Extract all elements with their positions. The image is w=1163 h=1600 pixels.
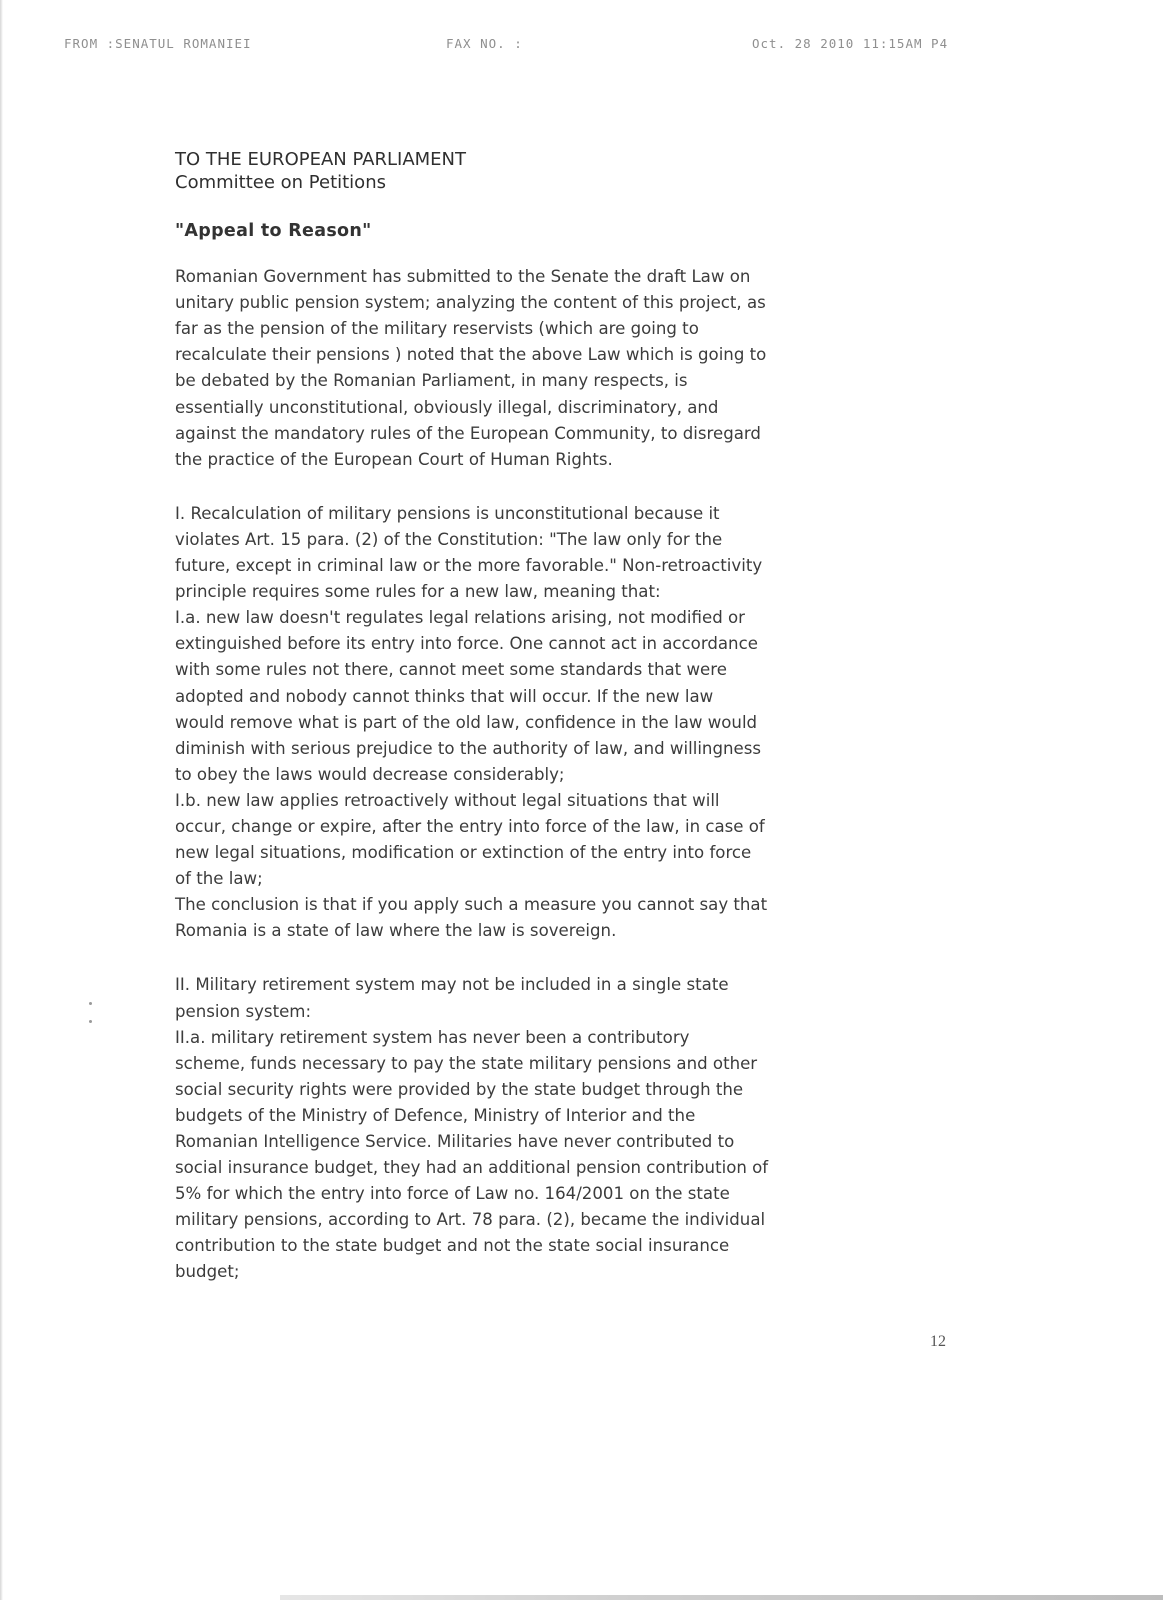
recipient-line-2: Committee on Petitions [175, 172, 386, 193]
fax-from: FROM :SENATUL ROMANIEI [64, 36, 252, 51]
document-title: "Appeal to Reason" [175, 221, 372, 241]
margin-speck [89, 1002, 92, 1005]
fax-date: Oct. 28 2010 11:15AM P4 [752, 36, 949, 51]
page-number: 12 [930, 1333, 946, 1350]
section-i-paragraph: I. Recalculation of military pensions is unconstitutional because it violates Art. 15 para. (2) of the Constitution: "The law only for the future, except in criminal law or the more favorable." Non-retroactivity principle requires some rules for a new law, meaning that: I.a. new law doesn't regulates legal relations arising, not modified or extinguished before its entry into force. One cannot act in accordance with some rules not there, cannot meet some standards that were adopted and nobody cannot thinks that will occur. If the new law would remove what is part of the old law, confidence in the law would diminish with serious prejudice to the authority of law, and willingness to obey the laws would decrease considerably; I.b. new law applies retroactively without legal situations that will occur, change or expire, after the entry into force of the law, in case of new legal situations, modification or extinction of the entry into force of the law; The conclusion is that if you apply such a measure you cannot say that Romania is a state of law where the law is sovereign. [175, 503, 768, 941]
letter-body [175, 148, 955, 1286]
recipient-block [175, 148, 955, 194]
scan-bottom-edge [280, 1595, 1163, 1600]
fax-header [0, 36, 1163, 56]
section-ii-paragraph: II. Military retirement system may not be included in a single state pension system: II.a. military retirement system has never been a contributory scheme, funds necessary to pay the state military pensions and other social security rights were provided by the state budget through the budgets of the Ministry of Defence, Ministry of Interior and the Romanian Intelligence Service. Militaries have never contributed to social insurance budget, they had an additional pension contribution of 5% for which the entry into force of Law no. 164/2001 on the state military pensions, according to Art. 78 para. (2), became the individual contribution to the state budget and not the state social insurance budget; [175, 975, 769, 1282]
intro-paragraph: Romanian Government has submitted to the Senate the draft Law on unitary public pension system; analyzing the content of this project, as far as the pension of the military reservists (which are going to recalculate their pensions ) noted that the above Law which is going to be debated by the Romanian Parliament, in many respects, is essentially unconstitutional, obviously illegal, discriminatory, and against the mandatory rules of the European Community, to disregard the practice of the European Court of Human Rights. [175, 267, 767, 469]
margin-speck [89, 1020, 92, 1023]
fax-number: FAX NO. : [446, 36, 523, 51]
scan-edge [0, 0, 3, 1600]
recipient-line-1: TO THE EUROPEAN PARLIAMENT [175, 149, 466, 170]
